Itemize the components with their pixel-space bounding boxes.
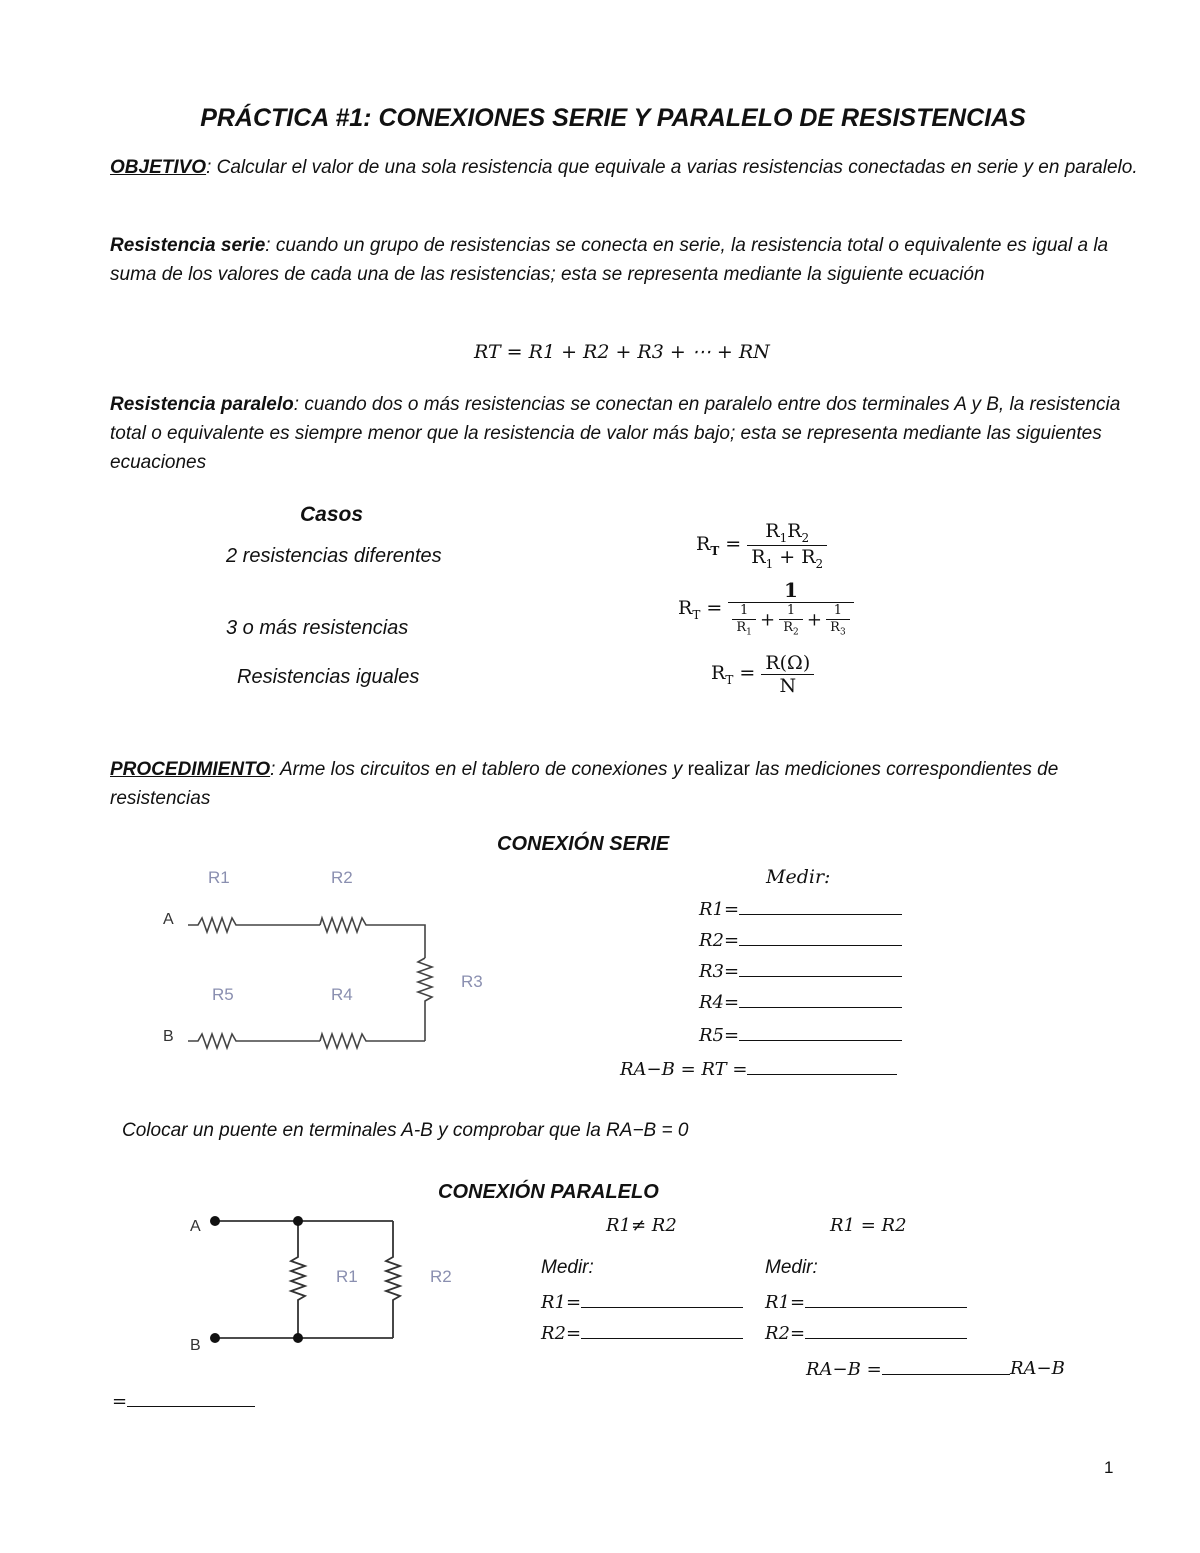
resistor-r1 <box>188 918 320 932</box>
procedimiento-paragraph <box>110 755 1140 813</box>
formula-equal-resistors: $R_T$ = $\frac{R(\Omega)}{N}$ <box>711 652 814 697</box>
paralelo-total1 <box>806 1358 1010 1380</box>
objetivo-label: OBJETIVO <box>110 157 207 178</box>
page-number: 1 <box>1104 1458 1114 1477</box>
serie-total-label: RA−B = RT = <box>620 1059 748 1080</box>
paralelo-label: Resistencia paralelo <box>110 394 294 415</box>
procedimiento-text-c: las mediciones correspondientes de resistencias <box>110 759 1059 809</box>
resistor-r3 <box>418 958 432 1041</box>
paralelo-section-heading: CONEXIÓN PARALELO <box>438 1181 659 1203</box>
paralelo-col1-medir: Medir: <box>541 1257 594 1278</box>
parallel-label-r1: R1 <box>336 1267 358 1286</box>
terminal-b: B <box>163 1028 174 1045</box>
paralelo-col2-r1-label: R1= <box>765 1292 806 1313</box>
paralelo-total1-label: RA−B = <box>806 1359 882 1380</box>
resistor-r2 <box>320 918 425 958</box>
serie-equation: RT = R1 + R2 + R3 + ⋯ + RN <box>474 341 770 363</box>
paralelo-col2-r2-blank[interactable] <box>805 1322 967 1339</box>
serie-medir-label: Medir: <box>766 866 831 888</box>
paralelo-col2-title: R1 = R2 <box>830 1215 907 1236</box>
objetivo-text: : Calcular el valor de una sola resistencia que equivale a varias resistencias conectadas en serie y en paralelo. <box>206 157 1138 178</box>
serie-blank-r4[interactable] <box>739 991 902 1008</box>
paralelo-total2-eq: = <box>112 1391 128 1412</box>
procedimiento-text-a: : Arme los circuitos en el tablero de conexiones y <box>270 759 688 780</box>
paralelo-total2: RA−B <box>1010 1358 1065 1379</box>
paralelo-col2-r1-blank[interactable] <box>805 1291 967 1308</box>
caso-3: Resistencias iguales <box>237 666 420 688</box>
serie-row-r4 <box>699 991 902 1013</box>
formula-three-or-more: $R_T$ = 1 $\frac{1}{R_1}$ + $\frac{1}{R_2}$ + $\frac{1}{R_3}$ <box>678 578 854 641</box>
serie-row-r1 <box>699 898 902 920</box>
paralelo-paragraph <box>110 390 1140 477</box>
circuit-label-r3: R3 <box>461 972 483 991</box>
paralelo-col1-r1-label: R1= <box>541 1292 582 1313</box>
serie-blank-r2[interactable] <box>739 929 902 946</box>
formula-two-resistors: $R_T$ = $\frac{R_1R_2}{R_1 + R_2}$ <box>696 520 827 571</box>
series-circuit-diagram <box>150 860 510 1060</box>
paralelo-total1-blank[interactable] <box>882 1358 1010 1375</box>
page-title: PRÁCTICA #1: CONEXIONES SERIE Y PARALELO DE RESISTENCIAS <box>200 104 1026 132</box>
paralelo-col2-medir: Medir: <box>765 1257 818 1278</box>
serie-text: : cuando un grupo de resistencias se conecta en serie, la resistencia total o equivalente es igual a la suma de los valores de cada una de las resistencias; esta se representa mediante la siguiente ecuación <box>110 235 1109 285</box>
casos-heading: Casos <box>300 503 364 526</box>
serie-row-r4-label: R4= <box>699 992 740 1013</box>
serie-blank-r3[interactable] <box>739 960 902 977</box>
serie-label: Resistencia serie <box>110 235 266 256</box>
parallel-terminal-b: B <box>190 1337 201 1354</box>
paralelo-col1-r1-blank[interactable] <box>581 1291 743 1308</box>
parallel-label-r2: R2 <box>430 1267 452 1286</box>
paralelo-text: : cuando dos o más resistencias se conectan en paralelo entre dos terminales A y B, la resistencia total o equivalente es siempre menor que la resistencia de valor más bajo; esta se representa mediante las siguientes ecuaciones <box>110 394 1121 473</box>
caso-2: 3 o más resistencias <box>226 617 409 639</box>
paralelo-total2-blank[interactable] <box>127 1390 255 1407</box>
circuit-label-r1: R1 <box>208 868 230 887</box>
circuit-label-r2: R2 <box>331 868 353 887</box>
parallel-resistor-r2 <box>386 1221 400 1338</box>
serie-blank-total[interactable] <box>747 1058 897 1075</box>
paralelo-col1-title: R1≠ R2 <box>606 1215 677 1236</box>
serie-paragraph <box>110 231 1140 289</box>
serie-row-r2 <box>699 929 902 951</box>
serie-row-r2-label: R2= <box>699 930 740 951</box>
terminal-a: A <box>163 911 174 928</box>
paralelo-col1-r1 <box>541 1291 743 1313</box>
paralelo-col1-r2 <box>541 1322 743 1344</box>
resistor-r4 <box>320 1034 425 1048</box>
serie-row-r5-label: R5= <box>699 1025 740 1046</box>
serie-row-r3-label: R3= <box>699 961 740 982</box>
serie-blank-r1[interactable] <box>739 898 902 915</box>
serie-section-heading: CONEXIÓN SERIE <box>497 833 670 855</box>
puente-instruction: Colocar un puente en terminales A-B y comprobar que la RA−B = 0 <box>122 1120 689 1141</box>
circuit-label-r4: R4 <box>331 985 353 1004</box>
procedimiento-label: PROCEDIMIENTO <box>110 759 271 780</box>
parallel-resistor-r1 <box>291 1221 305 1338</box>
procedimiento-text-b: realizar <box>687 759 750 780</box>
serie-row-r5 <box>699 1024 902 1046</box>
parallel-terminal-a: A <box>190 1218 201 1235</box>
circuit-label-r5: R5 <box>212 985 234 1004</box>
serie-row-r3 <box>699 960 902 982</box>
parallel-circuit-diagram <box>180 1205 480 1365</box>
paralelo-col2-r2 <box>765 1322 967 1344</box>
serie-blank-r5[interactable] <box>739 1024 902 1041</box>
resistor-r5 <box>188 1034 320 1048</box>
paralelo-total2-cont <box>112 1390 255 1412</box>
paralelo-col1-r2-label: R2= <box>541 1323 582 1344</box>
paralelo-col2-r1 <box>765 1291 967 1313</box>
serie-row-total <box>620 1058 897 1080</box>
objetivo-paragraph <box>110 153 1140 182</box>
serie-row-r1-label: R1= <box>699 899 740 920</box>
paralelo-col1-r2-blank[interactable] <box>581 1322 743 1339</box>
caso-1: 2 resistencias diferentes <box>226 545 442 567</box>
paralelo-col2-r2-label: R2= <box>765 1323 806 1344</box>
